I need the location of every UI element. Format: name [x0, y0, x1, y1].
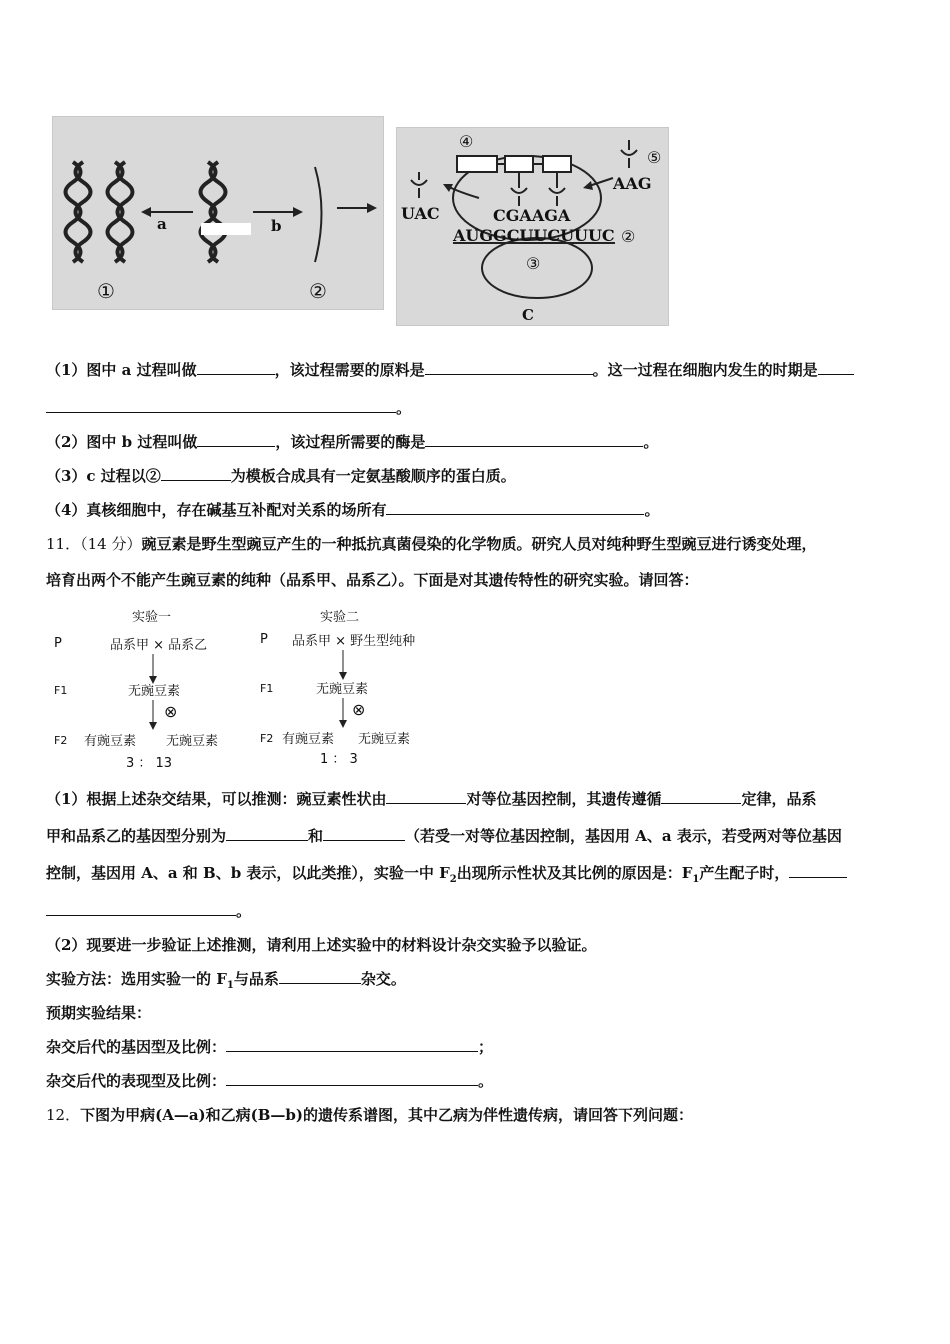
double-helix-3 [201, 162, 226, 262]
q11-s6-a: 实验方法：选用实验一的 F [46, 970, 227, 988]
exp1-arrow-2 [146, 700, 160, 730]
q11-s2-b: 和 [308, 827, 324, 845]
exp1-f2-negative: 无豌豆素 [166, 734, 219, 749]
exp1-f2-label: F2 [54, 734, 68, 747]
answer-blank[interactable] [161, 466, 231, 481]
q10-p1-text-c: 。这一过程在细胞内发生的时期是 [592, 361, 818, 379]
q11-s4 [46, 900, 906, 922]
q10-p4-text-a: （4）真核细胞中，存在碱基互补配对关系的场所有 [46, 501, 387, 519]
q11-s1-a: （1）根据上述杂交结果，可以推测：豌豆素性状由 [46, 790, 387, 808]
double-helix-1 [66, 162, 91, 262]
trna-anticodons: CGAAGA [493, 206, 571, 225]
label-5: ⑤ [647, 148, 662, 167]
q10-part4 [46, 499, 906, 521]
q12-number: 12． [46, 1106, 81, 1124]
answer-blank[interactable] [279, 969, 361, 984]
q10-part1 [46, 359, 906, 381]
arrow-a-label: a [157, 215, 167, 233]
q11-s2 [46, 825, 906, 847]
q10-part2 [46, 431, 906, 453]
answer-blank[interactable] [323, 826, 405, 841]
arrow-a-head [141, 207, 151, 217]
answer-blank[interactable] [46, 398, 396, 413]
q11-s3-a: 控制，基因用 A、a 和 B、b 表示，以此类推），实验一中 F [46, 864, 450, 882]
figure-label-2: ② [309, 279, 327, 303]
q11-intro-1: 豌豆素是野生型豌豆产生的一种抵抗真菌侵染的化学物质。研究人员对纯种野生型豌豆进行诱变处理， [141, 535, 817, 553]
exp1-ratio: 3 ： 13 [126, 756, 173, 771]
exp2-p-cross: 品系甲 × 野生型纯种 [292, 634, 416, 649]
answer-blank[interactable] [661, 789, 741, 804]
exp2-self-cross-symbol: ⊗ [352, 700, 366, 719]
q11-s9-end: 。 [478, 1072, 494, 1090]
q11-s9 [46, 1070, 906, 1092]
arrow-b-head [293, 207, 303, 217]
q11-s3-b: 出现所示性状及其比例的原因是：F [456, 864, 693, 882]
q11-s2-a: 甲和品系乙的基因型分别为 [46, 827, 227, 845]
trna-leaving [411, 172, 427, 198]
q11-s4-end: 。 [236, 902, 252, 920]
dna-replication-figure [52, 116, 384, 310]
q10-p1-text-b: ，该过程需要的原料是 [274, 361, 425, 379]
answer-blank[interactable] [425, 360, 593, 375]
q11-s5 [46, 934, 906, 956]
q11-s7: 预期实验结果： [46, 1004, 152, 1022]
q11-s6 [46, 968, 906, 997]
mrna-strand [315, 167, 322, 262]
q10-p2-text-a: （2）图中 b 过程叫做 [46, 433, 198, 451]
exp2-ratio: 1 ： 3 [320, 752, 358, 767]
answer-blank[interactable] [818, 360, 854, 375]
amino-acid-box-3 [543, 156, 571, 172]
q11-s2-c: （若受一对等位基因控制，基因用 A、a 表示，若受两对等位基因 [405, 827, 842, 845]
exp1-f1: 无豌豆素 [128, 684, 181, 699]
answer-blank[interactable] [197, 360, 275, 375]
double-helix-2 [108, 162, 133, 262]
q10-p2-end: 。 [643, 433, 659, 451]
exp2-arrow-2 [336, 698, 350, 728]
q11-intro-2: 培育出两个不能产生豌豆素的纯种（品系甲、品系乙）。下面是对其遗传特性的研究实验。请回答： [46, 571, 699, 589]
answer-blank[interactable] [197, 432, 275, 447]
exp2-f1-label: F1 [260, 682, 274, 695]
q11-s8-a: 杂交后代的基因型及比例： [46, 1038, 227, 1056]
q12-stem [46, 1104, 906, 1126]
translation-figure [396, 127, 669, 326]
q11-number: 11．（14 分） [46, 535, 142, 553]
q11-intro-line1 [46, 533, 906, 555]
answer-blank[interactable] [226, 1071, 478, 1086]
q12-text: 下图为甲病(A—a)和乙病(B—b)的遗传系谱图，其中乙病为伴性遗传病，请回答下列问题： [80, 1106, 694, 1124]
exp2-f2-label: F2 [260, 732, 274, 745]
mrna-sequence: AUGGCUUCUUUC [453, 226, 615, 245]
q11-s3 [46, 862, 906, 891]
q11-s6-sub: 1 [226, 980, 234, 991]
experiment-1-cross [46, 604, 246, 770]
q10-p2-text-b: ，该过程所需要的酶是 [275, 433, 426, 451]
q11-s8-end: ； [478, 1038, 494, 1056]
q11-s3-sub: 2 [449, 874, 457, 885]
answer-blank[interactable] [46, 901, 236, 916]
q10-p3-text-a: （3）c 过程以② [46, 467, 161, 485]
exp2-f2-negative: 无豌豆素 [358, 732, 411, 747]
q11-s1-c: 定律，品系 [741, 790, 817, 808]
white-mask [201, 223, 251, 235]
answer-blank[interactable] [789, 863, 847, 878]
anticodon-uac: UAC [401, 204, 440, 223]
exp1-f2-positive: 有豌豆素 [84, 734, 137, 749]
q11-s1-b: 对等位基因控制，其遗传遵循 [466, 790, 662, 808]
exp2-f2-positive: 有豌豆素 [282, 732, 335, 747]
trna-entering [621, 140, 637, 168]
q11-s8 [46, 1036, 906, 1058]
q10-p3-text-b: 为模板合成具有一定氨基酸顺序的蛋白质。 [230, 467, 516, 485]
q11-s5: （2）现要进一步验证上述推测，请利用上述实验中的材料设计杂交实验予以验证。 [46, 936, 597, 954]
exp1-self-cross-symbol: ⊗ [164, 702, 178, 721]
exp2-title: 实验二 [320, 610, 360, 625]
answer-blank[interactable] [425, 432, 643, 447]
q10-part1-cont [46, 397, 906, 419]
figure-caption-c: C [522, 306, 534, 324]
answer-blank[interactable] [226, 1037, 478, 1052]
q11-s3-sub2: 1 [692, 874, 700, 885]
exp1-f1-label: F1 [54, 684, 68, 697]
answer-blank[interactable] [386, 500, 644, 515]
anticodon-aag: AAG [613, 174, 652, 193]
q11-s3-c: 产生配子时， [699, 864, 790, 882]
q11-s7 [46, 1002, 906, 1024]
amino-acid-box-1 [457, 156, 497, 172]
q11-s6-c: 杂交。 [360, 970, 406, 988]
q11-s9-a: 杂交后代的表现型及比例： [46, 1072, 227, 1090]
q10-p1-end: 。 [396, 399, 412, 417]
arrow-b-label: b [271, 217, 282, 235]
answer-blank[interactable] [226, 826, 308, 841]
exp2-arrow-1 [336, 650, 350, 680]
q11-s1 [46, 788, 906, 810]
trna-inside [511, 172, 565, 206]
answer-blank[interactable] [386, 789, 466, 804]
exp1-p-cross: 品系甲 × 品系乙 [110, 638, 208, 653]
q10-p1-text-a: （1）图中 a 过程叫做 [46, 361, 197, 379]
label-4: ④ [459, 132, 474, 151]
exp1-p-label: P [54, 636, 62, 651]
ribosome-label: ③ [526, 254, 541, 273]
amino-acid-box-2 [505, 156, 533, 172]
exp1-title: 实验一 [132, 610, 172, 625]
mrna-label: ② [621, 227, 636, 246]
arrow-c-head [367, 203, 377, 213]
q10-part3 [46, 465, 906, 487]
exp2-f1: 无豌豆素 [316, 682, 369, 697]
figure-label-1: ① [97, 279, 115, 303]
experiment-2-cross [254, 604, 454, 770]
q11-intro-line2 [46, 569, 906, 591]
q10-p4-end: 。 [644, 501, 660, 519]
q11-s6-b: 与品系 [233, 970, 279, 988]
exp2-p-label: P [260, 632, 268, 647]
